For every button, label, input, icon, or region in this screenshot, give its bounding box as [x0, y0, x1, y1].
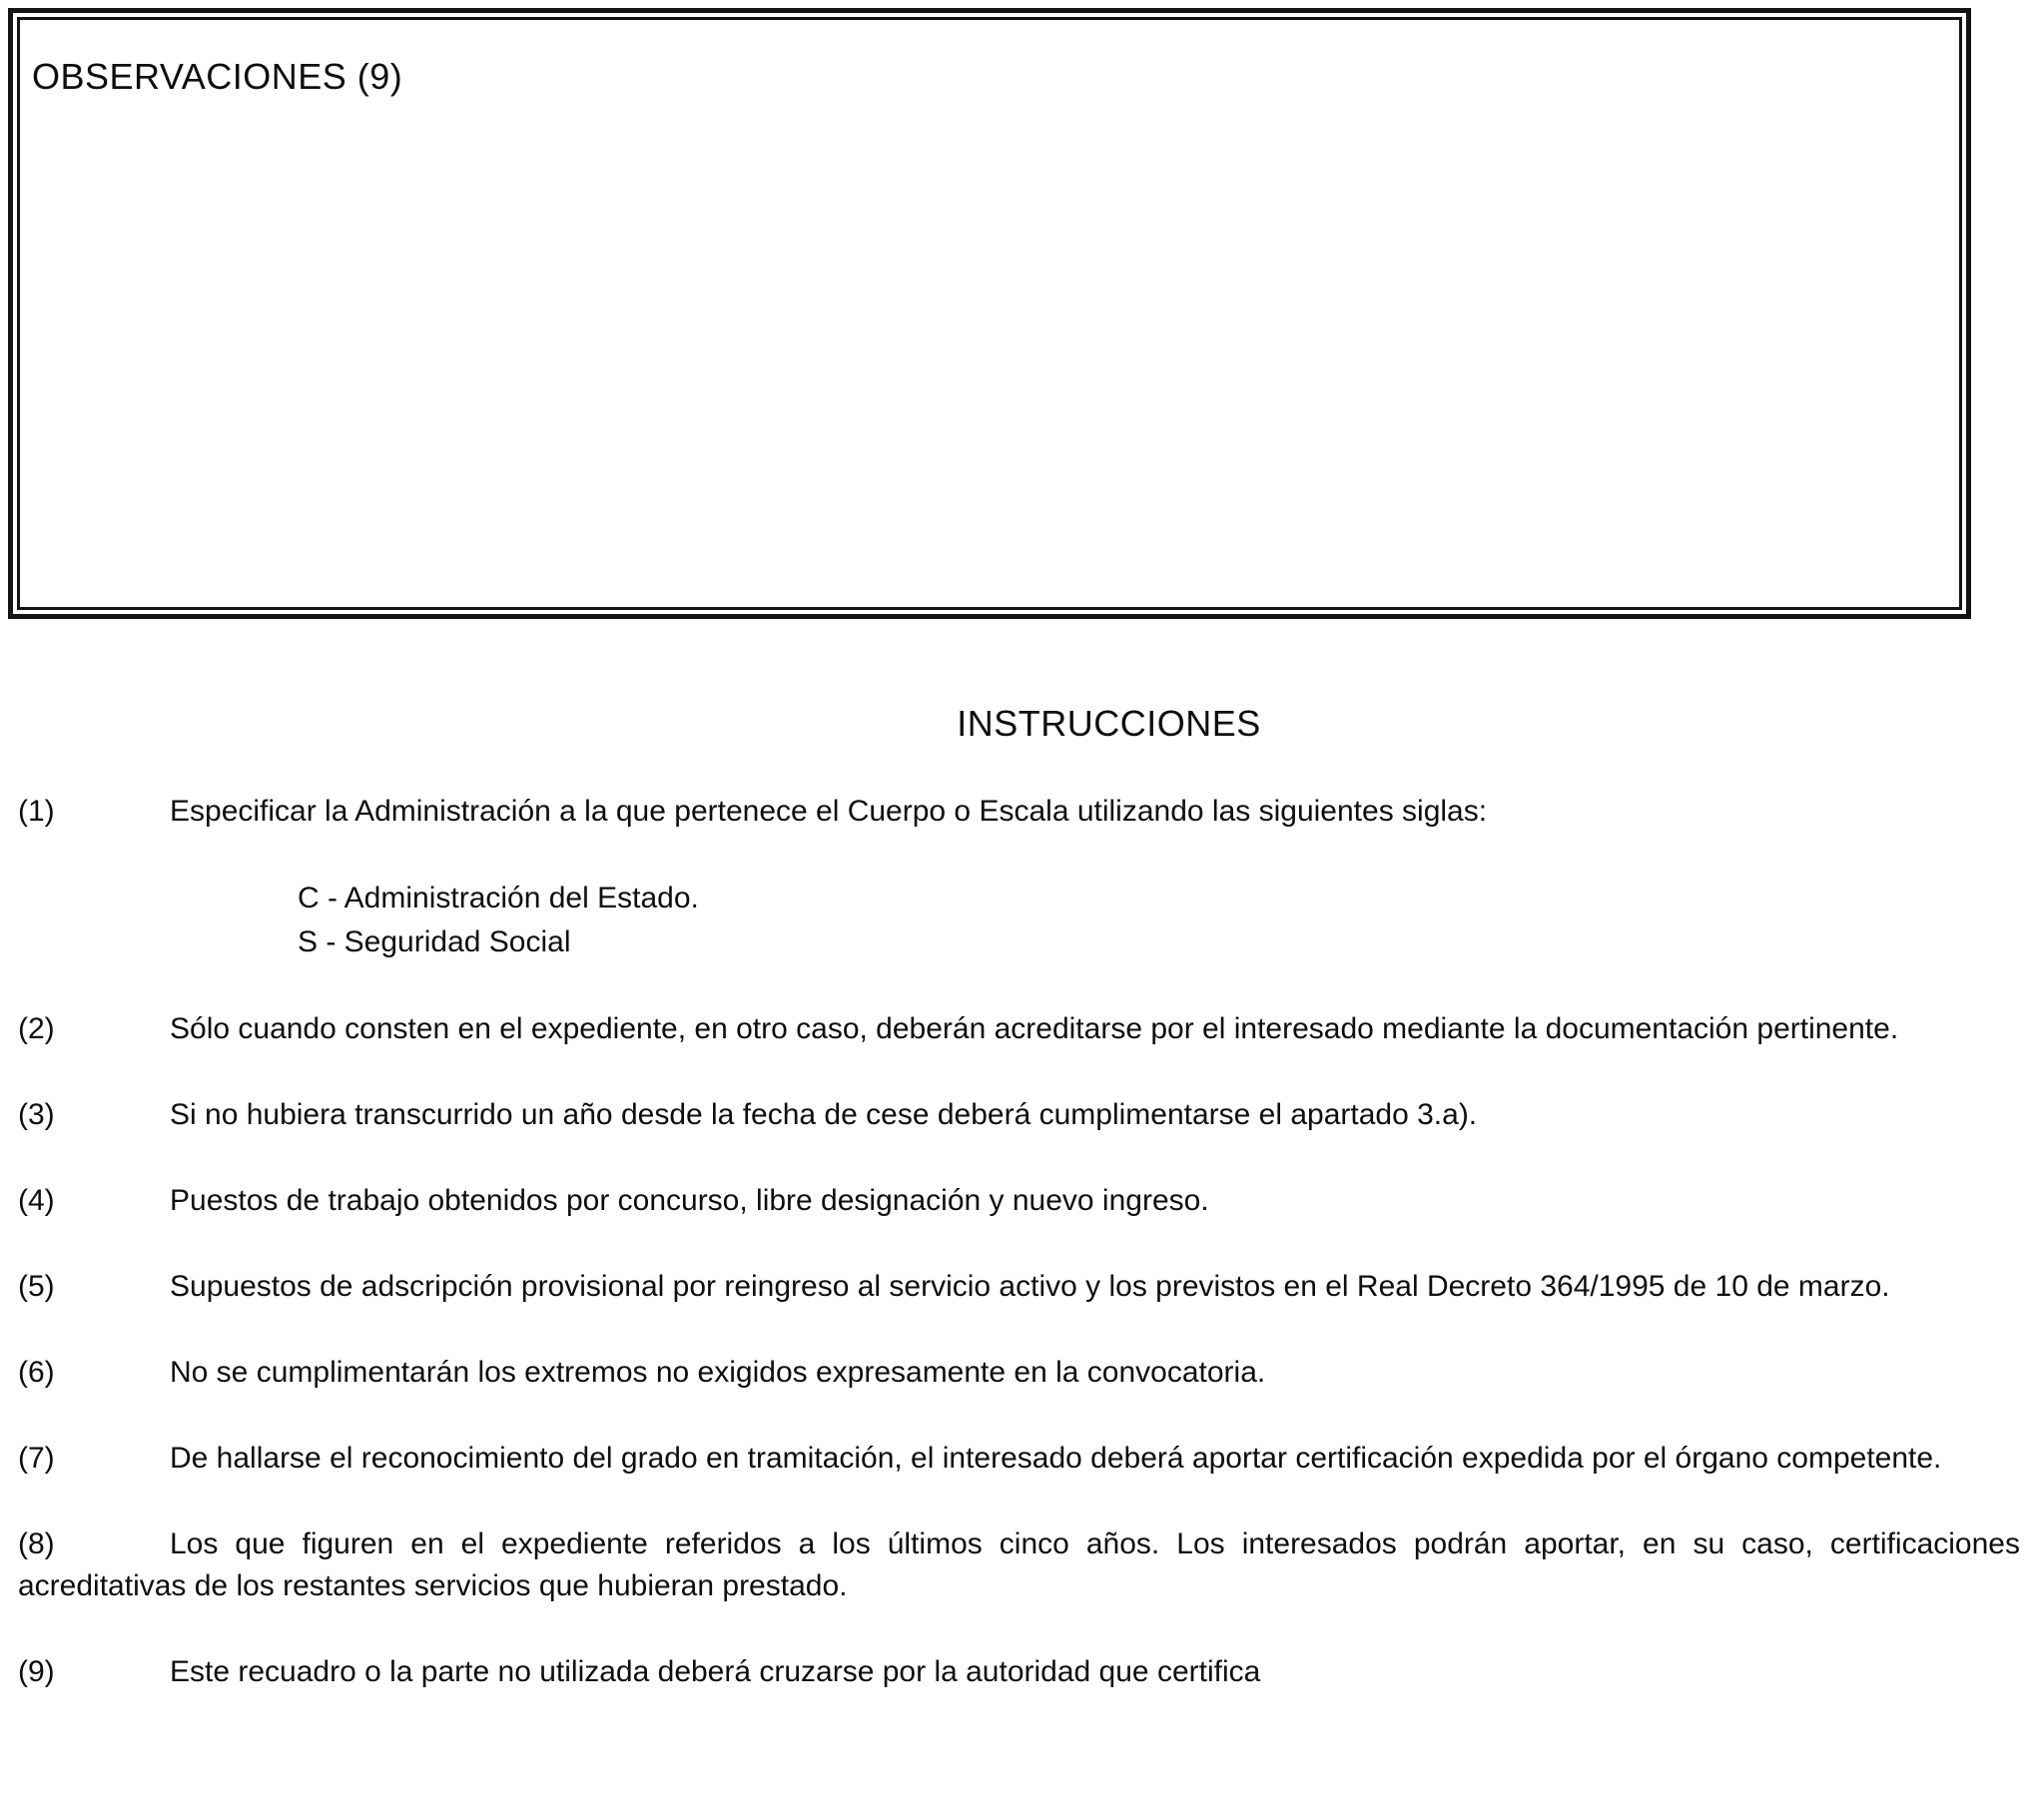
instruction-item-4: [18, 1180, 2020, 1222]
instruction-text: Supuestos de adscripción provisional por reingreso al servicio activo y los previstos en el Real Decreto 364/1995 de 10 de marzo.: [170, 1270, 1890, 1303]
instruction-text: No se cumplimentarán los extremos no exigidos expresamente en la convocatoria.: [170, 1356, 1266, 1389]
instruction-item-3: [18, 1094, 2020, 1136]
instruction-item-6: [18, 1352, 2020, 1394]
instruction-item-7: [18, 1438, 2020, 1480]
instructions-section: [8, 703, 2020, 1693]
abbreviation-list: [298, 877, 2020, 964]
instruction-number: (3): [18, 1098, 55, 1131]
observations-box-inner: [17, 17, 1962, 610]
instruction-item-2: [18, 1008, 2020, 1050]
instruction-number: (9): [18, 1655, 55, 1688]
abbreviation-line-c: C - Administración del Estado.: [298, 882, 699, 914]
instructions-title: INSTRUCCIONES: [957, 703, 1261, 744]
observations-box: [8, 8, 1971, 619]
instruction-item-9: [18, 1651, 2020, 1693]
instruction-text: De hallarse el reconocimiento del grado en tramitación, el interesado deberá aportar certificación expedida por el órgano competente.: [170, 1442, 1942, 1475]
instruction-item-1: [18, 791, 2020, 833]
instruction-text: Este recuadro o la parte no utilizada deberá cruzarse por la autoridad que certifica: [170, 1655, 1261, 1688]
instruction-text: Si no hubiera transcurrido un año desde la fecha de cese deberá cumplimentarse el apartado 3.a).: [170, 1098, 1478, 1131]
instruction-number: (6): [18, 1356, 55, 1389]
instruction-item-8: [18, 1523, 2020, 1607]
instruction-number: (8): [18, 1527, 55, 1560]
instruction-number: (2): [18, 1012, 55, 1045]
instruction-text: Puestos de trabajo obtenidos por concurso, libre designación y nuevo ingreso.: [170, 1184, 1209, 1217]
instruction-number: (5): [18, 1270, 55, 1303]
instruction-text: Especificar la Administración a la que pertenece el Cuerpo o Escala utilizando las siguientes siglas:: [170, 795, 1488, 828]
instruction-number: (4): [18, 1184, 55, 1217]
instruction-number: (1): [18, 795, 55, 828]
instruction-text: Sólo cuando consten en el expediente, en otro caso, deberán acreditarse por el interesado mediante la documentación pertinente.: [170, 1012, 1899, 1045]
observations-label: OBSERVACIONES (9): [32, 56, 403, 97]
instruction-number: (7): [18, 1442, 55, 1475]
instruction-text: Los que figuren en el expediente referidos a los últimos cinco años. Los interesados podrán aportar, en su caso, certificaciones acreditativas de los restantes servicios que hubieran prestado.: [18, 1527, 2020, 1602]
instruction-item-5: [18, 1266, 2020, 1308]
abbreviation-line-s: S - Seguridad Social: [298, 925, 571, 958]
